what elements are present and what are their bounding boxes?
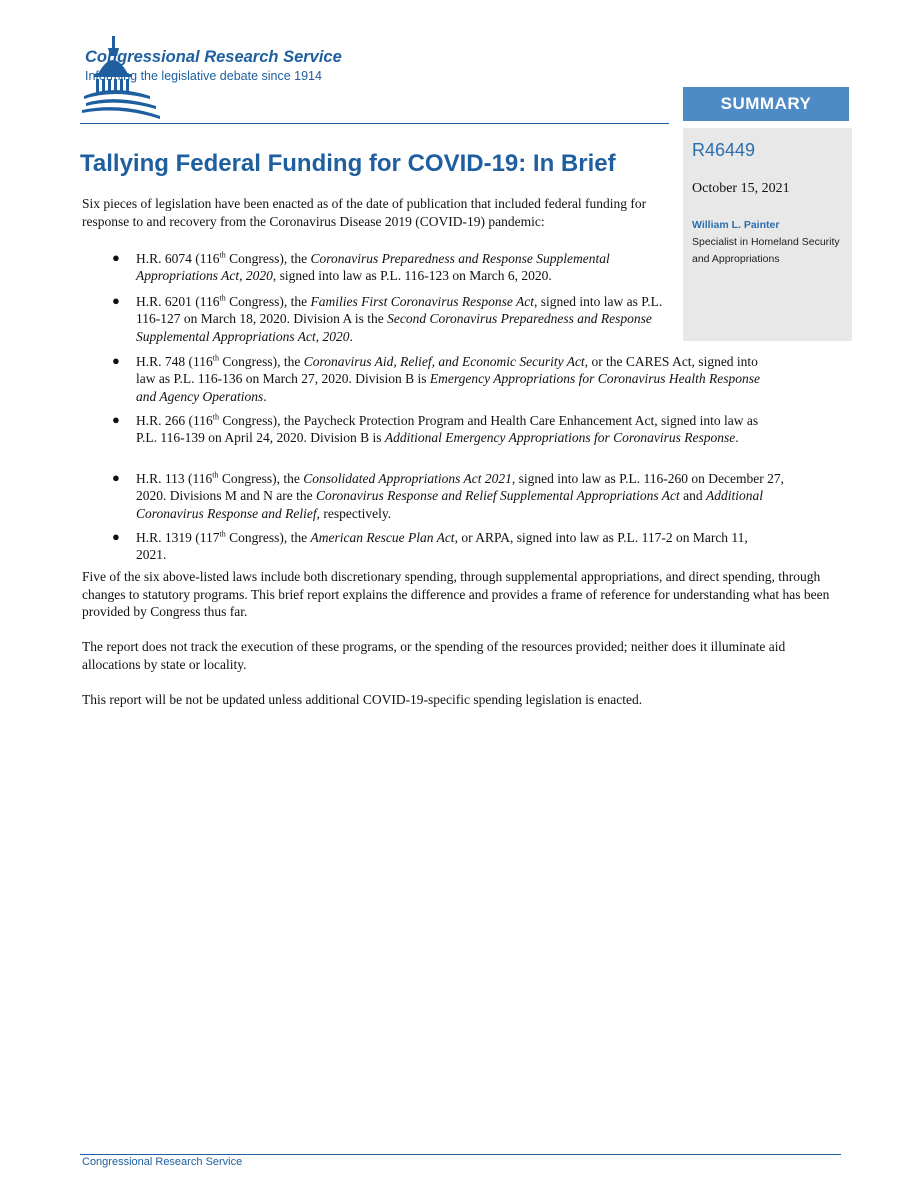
report-date: October 15, 2021	[692, 181, 790, 196]
bullet-icon: ●	[112, 250, 120, 265]
summary-tab: SUMMARY	[683, 87, 849, 121]
paragraph-updates: This report will be not be updated unless additional COVID-19-specific spending legislation is enacted.	[82, 692, 643, 707]
list-item: H.R. 748 (116th Congress), the Coronavirus Aid, Relief, and Economic Security Act, or the CARES Act, signed into law as P.L. 116-136 on March 27, 2020. Division B is Emergency Appropriations for Coronavirus Health Response and Agency Operations.	[136, 353, 760, 404]
bullet-icon: ●	[112, 353, 120, 368]
list-item: H.R. 6201 (116th Congress), the Families First Coronavirus Response Act, signed into law as P.L. 116-127 on March 18, 2020. Division A is the Second Coronavirus Preparedness and Response Supplemental Appropriations Act, 2020.	[136, 293, 663, 344]
author-title: Specialist in Homeland Security and Appropriations	[692, 236, 840, 265]
list-item: H.R. 266 (116th Congress), the Paycheck Protection Program and Health Care Enhancement Act, signed into law as P.L. 116-139 on April 24, 2020. Division B is Additional Emergency Appropriations for Coronavirus Response.	[136, 412, 759, 446]
footer-text: Congressional Research Service	[82, 1156, 243, 1168]
paragraph-spending: Five of the six above-listed laws include both discretionary spending, through supplemental appropriations, and direct spending, through changes to statutory programs. This brief report explains the difference and provides a frame of reference for understanding what has been provided by Congress thus far.	[82, 569, 830, 619]
bullet-icon: ●	[112, 470, 120, 485]
paragraph-scope: The report does not track the execution of these programs, or the spending of the resources provided; neither does it illuminate aid allocations by state or locality.	[82, 639, 786, 672]
bullet-icon: ●	[112, 529, 120, 544]
list-item: H.R. 113 (116th Congress), the Consolidated Appropriations Act 2021, signed into law as P.L. 116-260 on December 27, 2020. Divisions M and N are the Coronavirus Response and Relief Supplemental Appropriations Act and Additional Coronavirus Response and Relief, respectively.	[136, 470, 784, 521]
org-tagline: Informing the legislative debate since 1914	[85, 69, 322, 83]
page-title: Tallying Federal Funding for COVID-19: In Brief	[80, 150, 616, 177]
bullet-icon: ●	[112, 412, 120, 427]
header-rule	[80, 123, 669, 124]
list-item: H.R. 1319 (117th Congress), the American Rescue Plan Act, or ARPA, signed into law as P.L. 117-2 on March 11, 2021.	[136, 529, 748, 563]
intro-paragraph: Six pieces of legislation have been enacted as of the date of publication that included federal funding for response to and recovery from the Coronavirus Disease 2019 (COVID-19) pandemic:	[82, 196, 647, 229]
author-name: William L. Painter	[692, 219, 780, 231]
footer-rule	[80, 1154, 841, 1155]
org-name: Congressional Research Service	[85, 48, 342, 66]
list-item: H.R. 6074 (116th Congress), the Coronavirus Preparedness and Response Supplemental Appropriations Act, 2020, signed into law as P.L. 116-123 on March 6, 2020.	[136, 250, 610, 284]
bullet-icon: ●	[112, 293, 120, 308]
report-number: R46449	[692, 140, 756, 160]
